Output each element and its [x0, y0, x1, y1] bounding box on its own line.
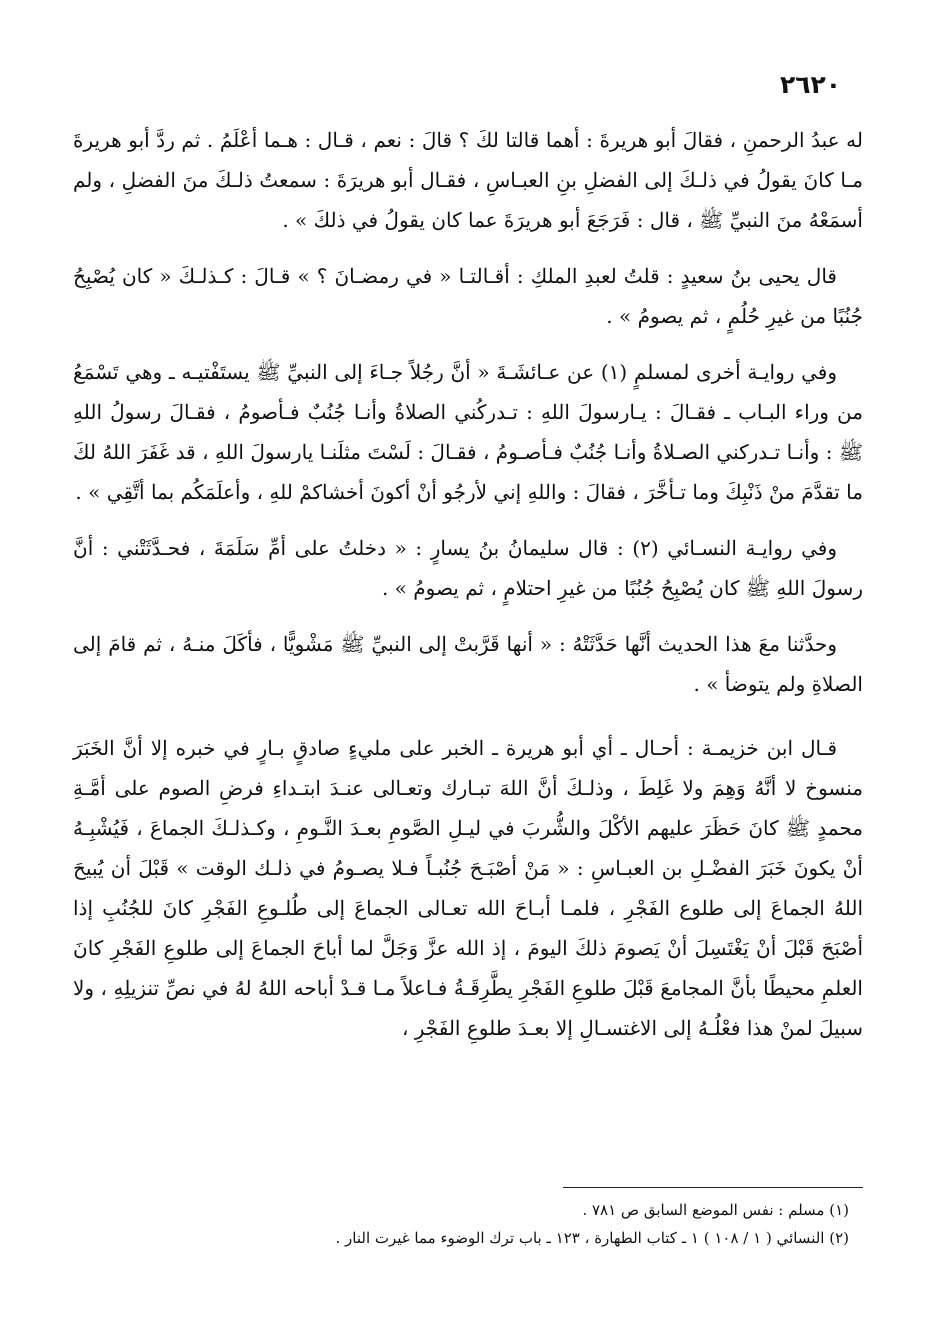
footnotes: [73, 1196, 863, 1252]
paragraph: وفي روايـة النسـائي (٢) : قال سليمانُ بنُ يسارٍ : « دخلتُ على أمِّ سَلَمَةَ ، فحـدَّثَتْني : أنَّ رسولَ اللهِ ﷺ كان يُصْبِحُ جُنُبًا من غيرِ احتلامٍ ، ثم يصومُ » .: [73, 536, 863, 600]
body-text: [73, 120, 863, 1064]
page-number: ٢٦٢٠: [779, 70, 841, 99]
footnote: (٢) النسائي ( ١ / ١٠٨ ) ١ ـ كتاب الطهارة ، ١٢٣ ـ باب ترك الوضوء مما غيرت النار .: [335, 1229, 849, 1247]
paragraph: له عبدُ الرحمنِ ، فقالَ أبو هريرةَ : أهما قالتا لكَ ؟ قالَ : نعم ، قـال : هـما أعْلَمُ . ثم ردَّ أبو هريرةَ مـا كانَ يقولُ في ذلـكَ إلى الفضلِ بنِ العبـاسِ ، فقـال أبو هريرَةَ : سمعتُ ذلـكَ منَ الفضلِ ، ولم أسمَعْهُ منَ النبيِّ ﷺ ، قال : فَرَجَعَ أبو هريرَةَ عما كان يقولُ في ذلكَ » .: [73, 128, 863, 232]
paragraph: وفي روايـة أخرى لمسلمٍ (١) عن عـائشَـةَ « أنَّ رجُلاً جـاءَ إلى النبيِّ ﷺ يستَفْتيـه ـ وهي تَسْمَعُ من وراء البـاب ـ فقـالَ : يـارسولَ اللهِ : تـدركُني الصلاةُ وأنـا جُنُبٌ فـأصومُ ، فقـالَ رسولُ اللهِ ﷺ : وأنـا تـدركني الصـلاةُ وأنـا جُنُبٌ فـأصـومُ ، فقـالَ : لَسْتَ مثلَنـا يارسولَ اللهِ ، قد غَفَرَ اللهُ لكَ ما تقدَّمَ منْ ذَنْبِكَ وما تـأخَّرَ ، فقالَ : واللهِ إني لأرجُو أنْ أكونَ أخشاكمْ للهِ ، وأعلَمَكُم بما أتَّقِي » .: [73, 360, 863, 504]
footnote-divider: [563, 1187, 863, 1188]
paragraph: قال يحيى بنُ سعيدٍ : قلتُ لعبدِ الملكِ : أقـالتـا « في رمضـانَ ؟ » قـالَ : كـذلـكَ « كان يُصْبِحُ جُنُبًا من غيرِ حُلُمٍ ، ثم يصومُ » .: [73, 264, 863, 328]
paragraph: قـال ابن خزيمـة : أحـال ـ أي أبو هريرة ـ الخبر على مليءٍ صادقٍ بـارٍ في خبره إلا أنَّ الخَبَرَ منسوخ لا أنَّهُ وَهِمَ ولا غَلِطَ ، وذلـكَ أنَّ اللهَ تبـارك وتعـالى عنـدَ ابتـداءِ فرضِ الصوم على أمَّـةِ محمدٍ ﷺ كانَ حَظَرَ عليهم الأكْلَ والشُّربَ في ليـلِ الصَّومِ بعـدَ النَّـومِ ، وكـذلـكَ الجماعَ ، فَيُشْبِـهُ أنْ يكونَ خَبَرَ الفضْـلِ بن العبـاسِ : « مَنْ أصْبَـحَ جُنُبـاً فـلا يصـومُ في ذلـك الوقت » قَبْلَ أن يُبيحَ اللهُ الجماعَ إلى طلوع الفَجْرِ ، فلمـا أبـاحَ الله تعـالى الجماعَ إلى طُلـوعِ الفَجْرِ كانَ للجُنُبِ إذا أصْبَحَ قَبْلَ أنْ يَغْتَسِلَ أنْ يَصومَ ذلكَ اليومَ ، إذ الله عزَّ وَجَلَّ لما أباحَ الجماعَ إلى طلوعِ الفَجْرِ كانَ العلمِ محيطًا بأنَّ المجامعَ قَبْلَ طلوعِ الفَجْرِ يطَّرِقَـةُ فـاعلاً مـا قـدْ أباحه اللهُ لهُ في نصِّ تنزيلِهِ ، ولا سبيلَ لمنْ هذا فعْلُـهُ إلى الاغتسـالِ إلا بعـدَ طلوعِ الفَجْرِ ،: [73, 736, 863, 1040]
paragraph: وحدَّثنا معَ هذا الحديث أنَّها حَدَّثَتْهُ : « أنها قَرَّبتْ إلى النبيِّ ﷺ مَشْويًّا ، فأكَلَ منـهُ ، ثم قامَ إلى الصلاةِ ولم يتوضأ » .: [73, 632, 863, 696]
footnote: (١) مسلم : نفس الموضع السابق ص ٧٨١ .: [582, 1201, 849, 1219]
